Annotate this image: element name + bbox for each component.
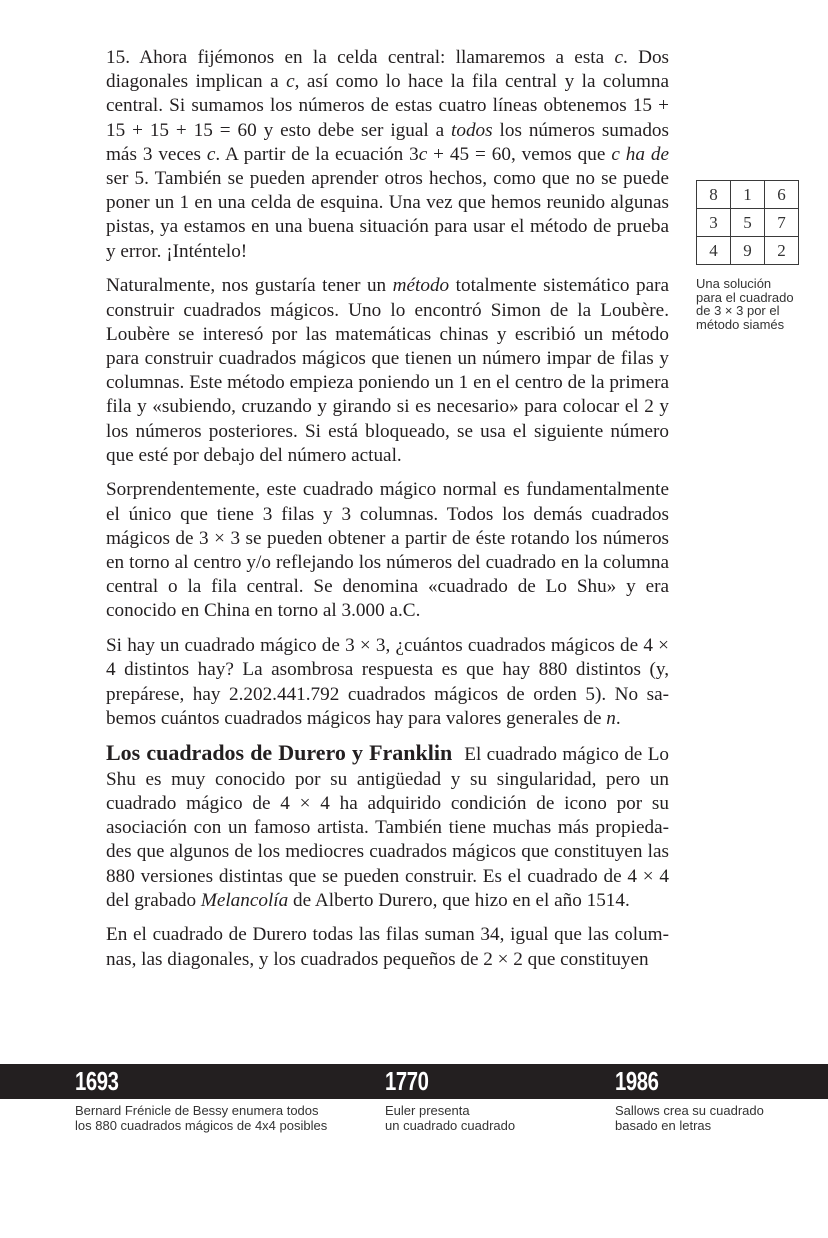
square-cell: 9 (731, 237, 765, 265)
text-run: de Alberto Durero, que hizo en el año 1514. (288, 889, 630, 911)
paragraph-durero-sums: En el cuadrado de Durero todas las filas suman 34, igual que las columnas, las diagonales, y los cuadrados pequeños de 2 × 2 que constituyen (106, 924, 669, 970)
text-run: El cuadrado mágico de Lo Shu es muy conocido por su antigüedad y su singularidad, pero un cuadrado mágico de 4 × 4 ha adquirido condición de icono por su asociación con un famoso artista. También tiene muchas más propiedades que algunos de los mediocres cuadrados mágicos que constituyen las 880 versiones distintas que se pueden construir. Es el cuadrado de 4 × 4 del grabado (106, 744, 670, 911)
square-row (697, 209, 799, 237)
timeline-desc-2 (385, 1103, 515, 1133)
paragraph-loubere (106, 274, 669, 468)
var-c: c (206, 143, 216, 165)
timeline-desc-3 (615, 1103, 764, 1133)
paragraph-step-15 (106, 46, 669, 264)
desc-line: los 880 cuadrados mágicos de 4x4 posibles (75, 1118, 328, 1133)
emphasis-c-ha-de: c ha de (611, 143, 669, 165)
text-run: Naturalmente, nos gustaría tener un (106, 275, 393, 297)
desc-line: Bernard Frénicle de Bessy enumera todos (75, 1103, 319, 1118)
text-run: 15. Ahora fijémonos en la celda central: llamaremos a esta (106, 47, 615, 68)
magic-square-3x3 (696, 180, 799, 265)
text-run: . (615, 707, 621, 729)
var-c: c (286, 71, 295, 93)
square-cell: 2 (765, 237, 799, 265)
emphasis-todos: todos (451, 119, 493, 141)
square-cell: 6 (765, 181, 799, 209)
main-text-column (106, 46, 669, 982)
text-run: los números sumados más 3 veces (106, 119, 669, 165)
timeline-year-2: 1770 (385, 1066, 429, 1096)
emphasis-melancolia: Melancolía (200, 889, 289, 911)
desc-line: basado en letras (615, 1118, 712, 1133)
text-run: Si hay un cuadrado mágico de 3 × 3, ¿cuántos cuadrados mágicos de 4 × 4 distintos hay? La asombrosa respuesta es que hay 880 distintos (y, prepárese, hay 2.202.441.792 cuadrados mágicos de orden 5). No sabemos cuántos cuadrados mágicos hay para valores generales de (106, 635, 669, 729)
emphasis-metodo: método (392, 275, 450, 297)
text-run: + 45 = 60, vemos que (427, 143, 612, 165)
text-run: . Dos diagonales implican a (106, 47, 669, 93)
square-cell: 1 (731, 181, 765, 209)
square-cell: 7 (765, 209, 799, 237)
section-heading: Los cuadrados de Durero y Franklin (106, 740, 453, 766)
var-c: c (418, 143, 428, 165)
timeline-year-1: 1693 (75, 1066, 119, 1096)
square-cell: 4 (697, 237, 731, 265)
var-n: n (606, 707, 616, 729)
paragraph-durero (106, 741, 669, 912)
paragraph-lo-shu: Sorprendentemente, este cuadrado mágico normal es fundamentalmente el único que tiene 3 filas y 3 columnas. Todos los demás cuadrados mágicos de 3 × 3 se pueden obtener a partir de éste rotando los números en torno al centro y/o reflejando los números del cuadrado en la columna central o la fila central. Se denomina «cuadrado de Lo Shu» y era conocido en China en torno al 3.000 a.C. (106, 479, 669, 622)
figure-caption (696, 277, 826, 331)
timeline-year-3: 1986 (615, 1066, 659, 1096)
text-run: . A partir de la ecuación 3 (215, 143, 419, 165)
caption-line: método siamés (696, 316, 785, 332)
timeline-desc-1 (75, 1103, 327, 1133)
square-cell: 5 (731, 209, 765, 237)
desc-line: Sallows crea su cuadrado (615, 1103, 764, 1118)
text-run: totalmente sistemático para construir cuadrados mágicos. Uno lo encontró Simon de la Loubère. Loubère se interesó por las matemáticas chinas y escribió un método para construir cuadrados mágicos que tienen un número impar de filas y columnas. Este método empieza poniendo un 1 en el centro de la primera fila y «subiendo, cruzando y girando si es necesario» para colocar el 2 y los números posteriores. Si está bloqueado, se usa el siguiente número que esté por debajo del número actual. (106, 275, 669, 466)
caption-line: para el cuadrado (696, 289, 794, 305)
text-run: ser 5. También se pueden aprender otros hechos, como que no se puede poner un 1 en una celda de esquina. Una vez que hemos reunido algunas pistas, ya estamos en una buena situación para usar el método de prueba y error. ¡Inténtelo! (106, 168, 669, 262)
var-c: c (614, 47, 623, 68)
desc-line: Euler presenta (385, 1103, 470, 1118)
square-cell: 3 (697, 209, 731, 237)
paragraph-count (106, 634, 669, 731)
square-row (697, 181, 799, 209)
desc-line: un cuadrado cuadrado (385, 1118, 516, 1133)
caption-line: Una solución (696, 276, 772, 291)
sidebar-figure (696, 180, 826, 331)
square-cell: 8 (697, 181, 731, 209)
square-row (697, 237, 799, 265)
caption-line: de 3 × 3 por el (696, 303, 780, 318)
text-run: , así como lo hace la fila central y la columna central. Si sumamos los números de estas cuatro líneas obtenemos 15 + 15 + 15 + 15 = 60 y esto debe ser igual a (106, 71, 669, 141)
